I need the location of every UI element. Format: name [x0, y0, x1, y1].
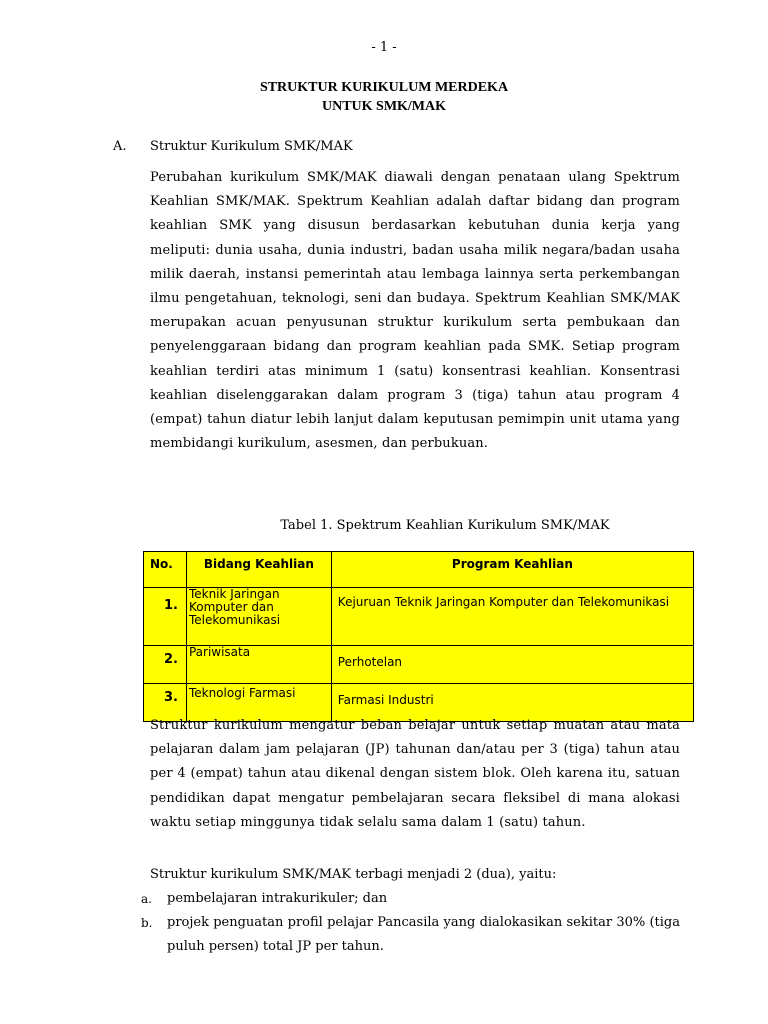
section-heading: Struktur Kurikulum SMK/MAK: [150, 139, 353, 154]
document-title: [0, 78, 768, 116]
table-header-row: [144, 552, 694, 588]
list-marker: a.: [141, 892, 152, 906]
section-letter: A.: [113, 139, 127, 154]
list-text: projek penguatan profil pelajar Pancasila yang dialokasikan sekitar 30% (tiga puluh persen) total JP per tahun.: [167, 915, 680, 955]
header-bidang: Bidang Keahlian: [186, 552, 331, 588]
table-caption: Tabel 1. Spektrum Keahlian Kurikulum SMK/MAK: [280, 518, 610, 533]
paragraph-beban-belajar: Struktur kurikulum mengatur beban belajar untuk setiap muatan atau mata pelajaran dalam jam pelajaran (JP) tahunan dan/atau per 3 (tiga) tahun atau per 4 (empat) tahun atau dikenal dengan sistem blok. Oleh karena itu, satuan pendidikan dapat mengatur pembelajaran secara fleksibel di mana alokasi waktu setiap minggunya tidak selalu sama dalam 1 (satu) tahun.: [150, 718, 680, 830]
list-text: pembelajaran intrakurikuler; dan: [167, 891, 388, 906]
row-bidang: Teknologi Farmasi: [186, 684, 331, 722]
table-row: [144, 588, 694, 646]
row-no: 2.: [144, 646, 187, 684]
row-bidang: Teknik Jaringan Komputer dan Telekomunikasi: [186, 588, 331, 646]
list-marker: b.: [141, 916, 153, 930]
title-line-1: STRUKTUR KURIKULUM MERDEKA: [259, 80, 509, 95]
paragraph-spektrum: Perubahan kurikulum SMK/MAK diawali dengan penataan ulang Spektrum Keahlian SMK/MAK. Spektrum Keahlian adalah daftar bidang dan program keahlian SMK yang disusun berdasarkan kebutuhan dunia kerja yang meliputi: dunia usaha, dunia industri, badan usaha milik negara/badan usaha milik daerah, instansi pemerintah atau lembaga lainnya serta perkembangan ilmu pengetahuan, teknologi, seni dan budaya. Spektrum Keahlian SMK/MAK merupakan acuan penyusunan struktur kurikulum serta pembukaan dan penyelenggaraan bidang dan program keahlian pada SMK. Setiap program keahlian terdiri atas minimum 1 (satu) konsentrasi keahlian. Konsentrasi keahlian diselenggarakan dalam program 3 (tiga) tahun atau program 4 (empat) tahun diatur lebih lanjut dalam keputusan pemimpin unit utama yang membidangi kurikulum, asesmen, dan perbukuan.: [150, 170, 680, 452]
row-bidang: Pariwisata: [186, 646, 331, 684]
table-row: [144, 646, 694, 684]
page-number: - 1 -: [371, 40, 397, 55]
row-no: 1.: [144, 588, 187, 646]
spektrum-table: [143, 551, 694, 722]
header-program: Program Keahlian: [331, 552, 693, 588]
row-program: Perhotelan: [331, 646, 693, 684]
row-program: Kejuruan Teknik Jaringan Komputer dan Telekomunikasi: [331, 588, 693, 646]
header-no: No.: [144, 552, 187, 588]
list-intro: Struktur kurikulum SMK/MAK terbagi menjadi 2 (dua), yaitu:: [150, 867, 557, 882]
title-line-2: UNTUK SMK/MAK: [321, 99, 447, 114]
row-no: 3.: [144, 684, 187, 722]
row-program: Farmasi Industri: [331, 684, 693, 722]
